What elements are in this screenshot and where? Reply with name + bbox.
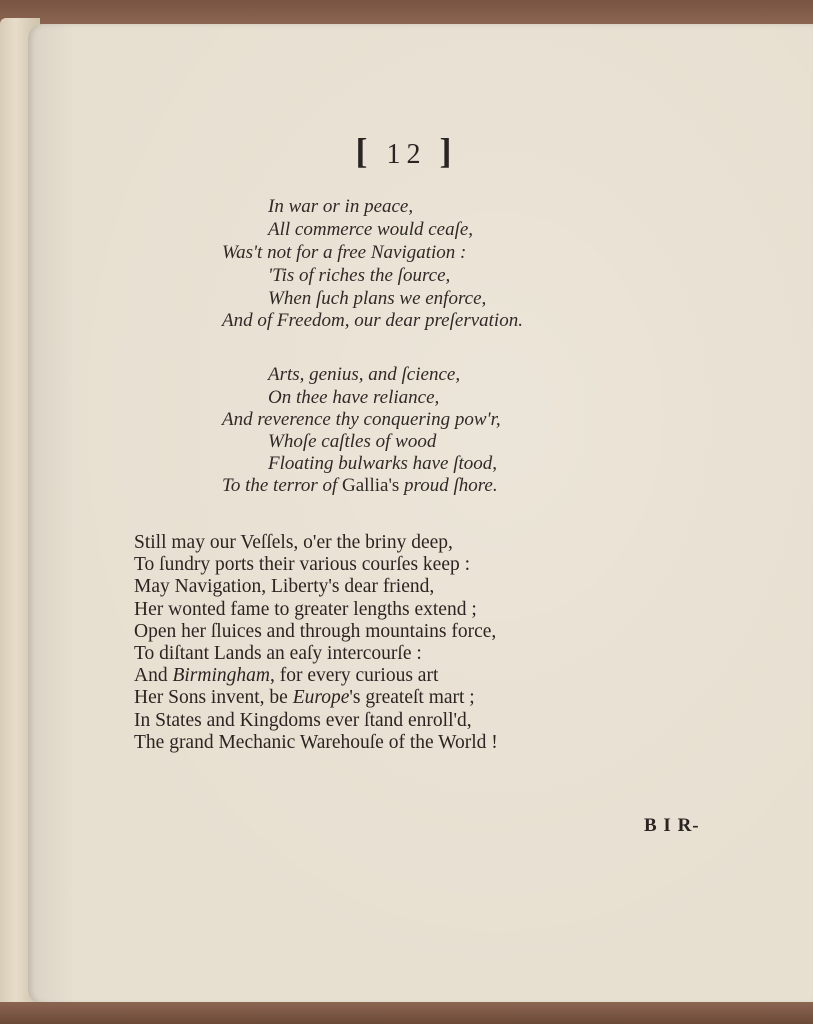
verse-name-birmingham: Birmingham <box>172 665 270 687</box>
verse-text: Her Sons invent, be <box>134 687 293 709</box>
stanza-line: And reverence thy conquering pow'r, <box>222 409 501 430</box>
verse-block <box>134 532 774 754</box>
verse-text: 's greateſt mart ; <box>349 687 475 709</box>
stanza-line <box>222 475 498 497</box>
stanza-text: proud ſhore. <box>399 475 498 496</box>
verse-text: And <box>134 665 173 687</box>
stanza-name-gallia: Gallia's <box>342 475 400 496</box>
stanza-line: And of Freedom, our dear preſervation. <box>222 310 523 331</box>
stanza-line: Was't not for a free Navigation : <box>222 242 467 263</box>
stanza-line: When ſuch plans we enforce, <box>268 288 487 309</box>
verse-line: Still may our Veſſels, o'er the briny deep, <box>134 532 453 553</box>
verse-line <box>134 665 774 687</box>
stanza-line: Whoſe caſtles of wood <box>268 431 437 452</box>
stanza-text: To the terror of <box>222 475 343 496</box>
book-bottom-edge <box>0 1002 813 1024</box>
verse-line: The grand Mechanic Warehouſe of the World ! <box>134 731 498 753</box>
stanza-line: In war or in peace, <box>268 196 414 217</box>
stanza-line: On thee have reliance, <box>268 387 440 408</box>
stanza-line: All commerce would ceaſe, <box>268 219 474 240</box>
bracket-close: ] <box>439 131 458 171</box>
page-number-value: 12 <box>386 139 427 170</box>
verse-text: , for every curious art <box>269 665 439 687</box>
stanza-line: Floating bulwarks have ſtood, <box>268 453 498 474</box>
verse-line: Her wonted fame to greater lengths extend ; <box>134 598 477 620</box>
verse-line: To ſundry ports their various courſes keep : <box>134 554 471 576</box>
stanza-line: Arts, genius, and ſcience, <box>268 364 461 385</box>
catchword: B I R- <box>644 815 700 836</box>
verse-line: In States and Kingdoms ever ſtand enroll'd, <box>134 709 472 731</box>
book-top-edge <box>0 0 813 26</box>
page-number <box>0 130 813 172</box>
verse-line <box>134 687 774 709</box>
bracket-open: [ <box>355 131 374 171</box>
verse-line: To diſtant Lands an eaſy intercourſe : <box>134 642 422 664</box>
verse-name-europe: Europe <box>292 687 350 709</box>
stanza-line: 'Tis of riches the ſource, <box>268 265 451 286</box>
verse-line: Open her ſluices and through mountains force, <box>134 620 497 642</box>
verse-line: May Navigation, Liberty's dear friend, <box>134 576 435 598</box>
